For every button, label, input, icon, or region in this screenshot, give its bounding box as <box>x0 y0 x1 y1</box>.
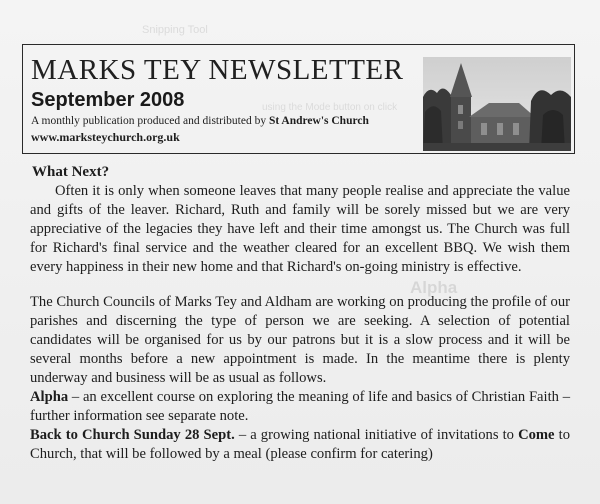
issue-date: September 2008 <box>31 89 185 111</box>
back-to-church-paragraph <box>30 426 570 464</box>
back-to-church-text-2: to Church, that will be followed by a meal (please confirm for catering) <box>30 426 570 462</box>
church-photo <box>423 57 571 151</box>
come-word: Come <box>518 426 555 443</box>
back-to-church-label: Back to Church Sunday 28 Sept. <box>30 426 235 443</box>
article-heading: What Next? <box>32 164 110 180</box>
article-body <box>30 163 570 464</box>
article-paragraph-2: The Church Councils of Marks Tey and Aldham are working on producing the profile of our parishes and discerning the type of person we are seeking. A selection of potential candidates will be organised for us by our patrons but it is a slow process and it will be several months before a new appointment is made. In the meantime there is plenty underway and business will be as usual as follows. <box>30 294 570 387</box>
alpha-text: – an excellent course on exploring the meaning of life and basics of Christian Faith – further information see separate note. <box>30 388 570 424</box>
church-name: St Andrew's Church <box>268 115 369 127</box>
paragraph-gap <box>30 276 570 293</box>
ghost-mode-hint: using the Mode button on click <box>262 102 398 113</box>
back-to-church-text: – a growing national initiative of invitations to <box>234 426 519 443</box>
subtitle-prefix: A monthly publication produced and distributed by <box>31 115 269 127</box>
newsletter-title: MARKS TEY NEWSLETTER <box>31 54 404 86</box>
alpha-paragraph <box>30 388 570 426</box>
ghost-snipping-tool: Snipping Tool <box>142 24 208 36</box>
masthead-box <box>22 44 575 154</box>
article-paragraph-1: Often it is only when someone leaves that many people realise and appreciate the value and gifts of the leaver. Richard, Ruth and family will be sorely missed but we are very appreciative of the legacies they have left and their time amongst us. The Church was full for Richard's final service and the weather cleared for an excellent BBQ. We wish them every happiness in their new home and that Richard's on-going ministry is effective. <box>30 182 570 275</box>
publication-subtitle <box>31 115 369 127</box>
alpha-label: Alpha <box>30 388 69 405</box>
website-url: www.marksteychurch.org.uk <box>31 130 180 144</box>
ghost-alpha: Alpha <box>410 278 458 297</box>
